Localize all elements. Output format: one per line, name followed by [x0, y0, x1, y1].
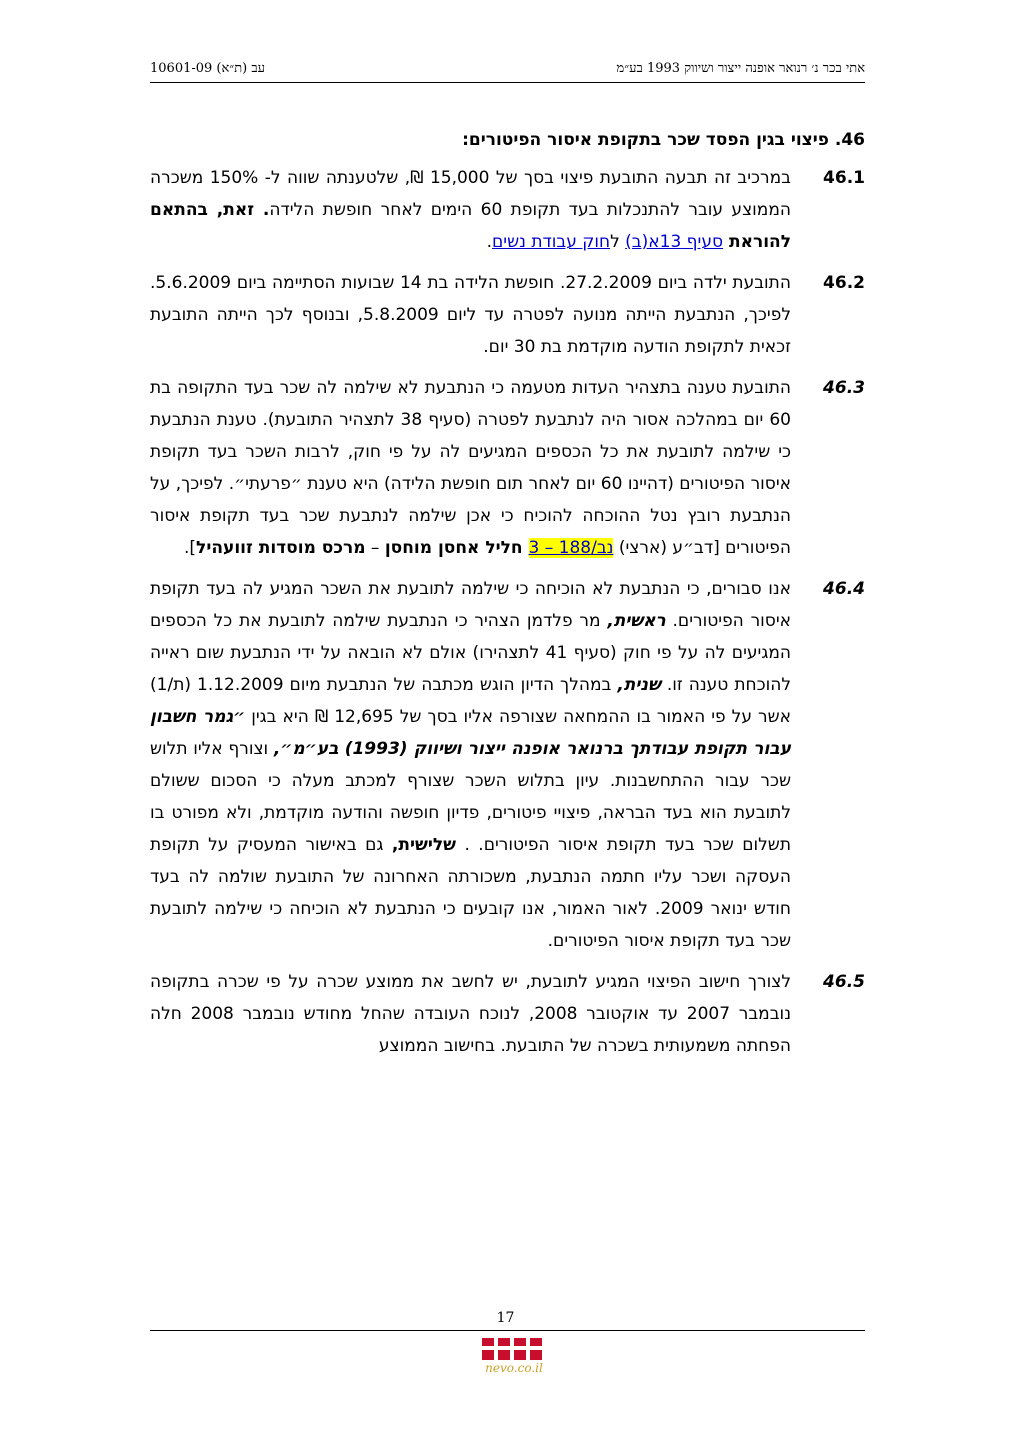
section-title: 46. פיצוי בגין הפסד שכר בתקופת איסור הפיטורים: [462, 130, 865, 150]
text-run-quote: ״גמר חשבון עבור תקופת עבודתך ברנואר אופנה ייצור ושיווק (1993) בע״מ״, [150, 707, 791, 759]
text-run: מר פלדמן הצהיר כי הנתבעת שילמה לתובעת את כל הכספים המגיעים לה על פי חוק (סעיף 41 לתצהירו) אולם לא הובאה על ידי הנתבעת שום ראייה להוכחת טענה זו. [150, 611, 791, 695]
text-run: וצורף אליו תלוש שכר עבור ההתחשבנות. עיון בתלוש השכר שצורף למכתב מעלה כי הסכום ששולם לתובעת הוא בעד הבראה, פיצויי פיטורים, פדיון חופשה והודעה מוקדמת, ולא מפורט בו תשלום שכר בעד תקופת איסור הפיטורים. . [150, 739, 791, 855]
paragraph-text [150, 372, 791, 564]
text-run: אנו סבורים, כי הנתבעת לא הוכיחה כי שילמה לתובעת את השכר המגיע לה בעד תקופת איסור הפיטורים. [150, 579, 792, 631]
text-run-bold: שלישית, [391, 835, 457, 855]
paragraph-46-1 [150, 162, 865, 258]
case-number: 10601-09 (ת״א) עב [150, 61, 266, 76]
footer-divider [150, 1330, 865, 1331]
paragraph-text [150, 162, 791, 258]
text-run: במהלך הדיון הוגש מכתבה של הנתבעת מיום 1.12.2009 (ת/1) אשר על פי האמור בו ההמחאה שצורפה אליו בסך של 12,695 ₪ היא בגין [150, 675, 791, 727]
paragraph-number: 46.2 [823, 273, 865, 293]
page-header [150, 56, 865, 83]
link-section-13a[interactable]: סעיף 13א(ב) [625, 232, 724, 252]
paragraph-number: 46.3 [823, 378, 865, 398]
paragraph-46-3 [150, 372, 865, 564]
text-run-bold: שנית, [617, 675, 661, 695]
page-number: 17 [496, 1310, 515, 1326]
paragraph-46-5 [150, 966, 865, 1062]
text-run: ]. [184, 538, 197, 558]
text-run: גם באישור המעסיק על תקופת העסקה ושכר עליו חתמה הנתבעת, משכורתה האחרונה של התובעת שולמה לה בעד חודש ינואר 2009. לאור האמור, אנו קובעים כי הנתבעת לא הוכיחה כי שילמה לתובעת שכר בעד תקופת איסור הפיטורים. [150, 835, 791, 951]
paragraph-number: 46.5 [823, 972, 865, 992]
text-run-bold: חליל אחסן מוחסן [384, 538, 529, 558]
logo-text: nevo.co.il [485, 1361, 543, 1375]
paragraph-text: לצורך חישוב הפיצוי המגיע לתובעת, יש לחשב את ממוצע שכרה על פי שכרה בתקופה נובמבר 2007 עד אוקטובר 2008, לנוכח העובדה שהחל מחודש נובמבר 2008 חלה הפחתה משמעותית בשכרה של התובעת. בחישוב הממוצע [150, 972, 791, 1056]
paragraph-46-2 [150, 267, 865, 363]
text-run: . [486, 232, 492, 252]
text-run-bold: . זאת, בהתאם להוראת [150, 200, 791, 252]
text-run: ל [610, 232, 626, 252]
paragraph-text: התובעת ילדה ביום 27.2.2009. חופשת הלידה בת 14 שבועות הסתיימה ביום 5.6.2009. לפיכך, הנתבעת הייתה מנועה לפטרה עד ליום 5.8.2009, ובנוסף לכך הייתה התובעת זכאית לתקופת הודעה מוקדמת בת 30 יום. [150, 273, 791, 357]
text-run: במרכיב זה תבעה התובעת פיצוי בסך של 15,000 ₪, שלטענתה שווה ל- 150% משכרה הממוצע עובר להתנכלות בעד תקופת 60 הימים לאחר חופשת הלידה [150, 168, 791, 220]
paragraph-number: 46.1 [823, 168, 865, 188]
link-case-citation[interactable]: נב/188 – 3 [528, 538, 614, 558]
text-run-bold: ראשית, [607, 611, 666, 631]
paragraph-text [150, 573, 791, 957]
text-run: התובעת טענה בתצהיר העדות מטעמה כי הנתבעת לא שילמה לה שכר בעד התקופה בת 60 יום במהלכה אסור היה לנתבעת לפטרה (סעיף 38 לתצהיר התובעת). טענת הנתבעת כי שילמה לתובעת את כל הכספים המגיעים לה על פי חוק, לרבות השכר בעד תקופת איסור הפיטורים (דהיינו 60 יום לאחר תום חופשת הלידה) היא טענת ״פרעתי״. לפיכך, על הנתבעת רובץ נטל ההוכחה להוכיח כי אכן שילמה לנתבעת שכר בעד תקופת איסור הפיטורים [דב״ע (ארצי) [150, 378, 791, 558]
paragraph-number: 46.4 [823, 579, 865, 599]
link-women-work-law[interactable]: חוק עבודת נשים [491, 232, 611, 252]
paragraph-46-4 [150, 573, 865, 957]
case-title: אתי בכר נ׳ רנואר אופנה ייצור ושיווק 1993 בע״מ [616, 61, 865, 76]
text-run: – [365, 538, 385, 558]
nevo-logo-icon [470, 1336, 560, 1376]
text-run-bold: מרכס מוסדות זוועהיל [196, 538, 366, 558]
document-body [150, 130, 865, 1071]
